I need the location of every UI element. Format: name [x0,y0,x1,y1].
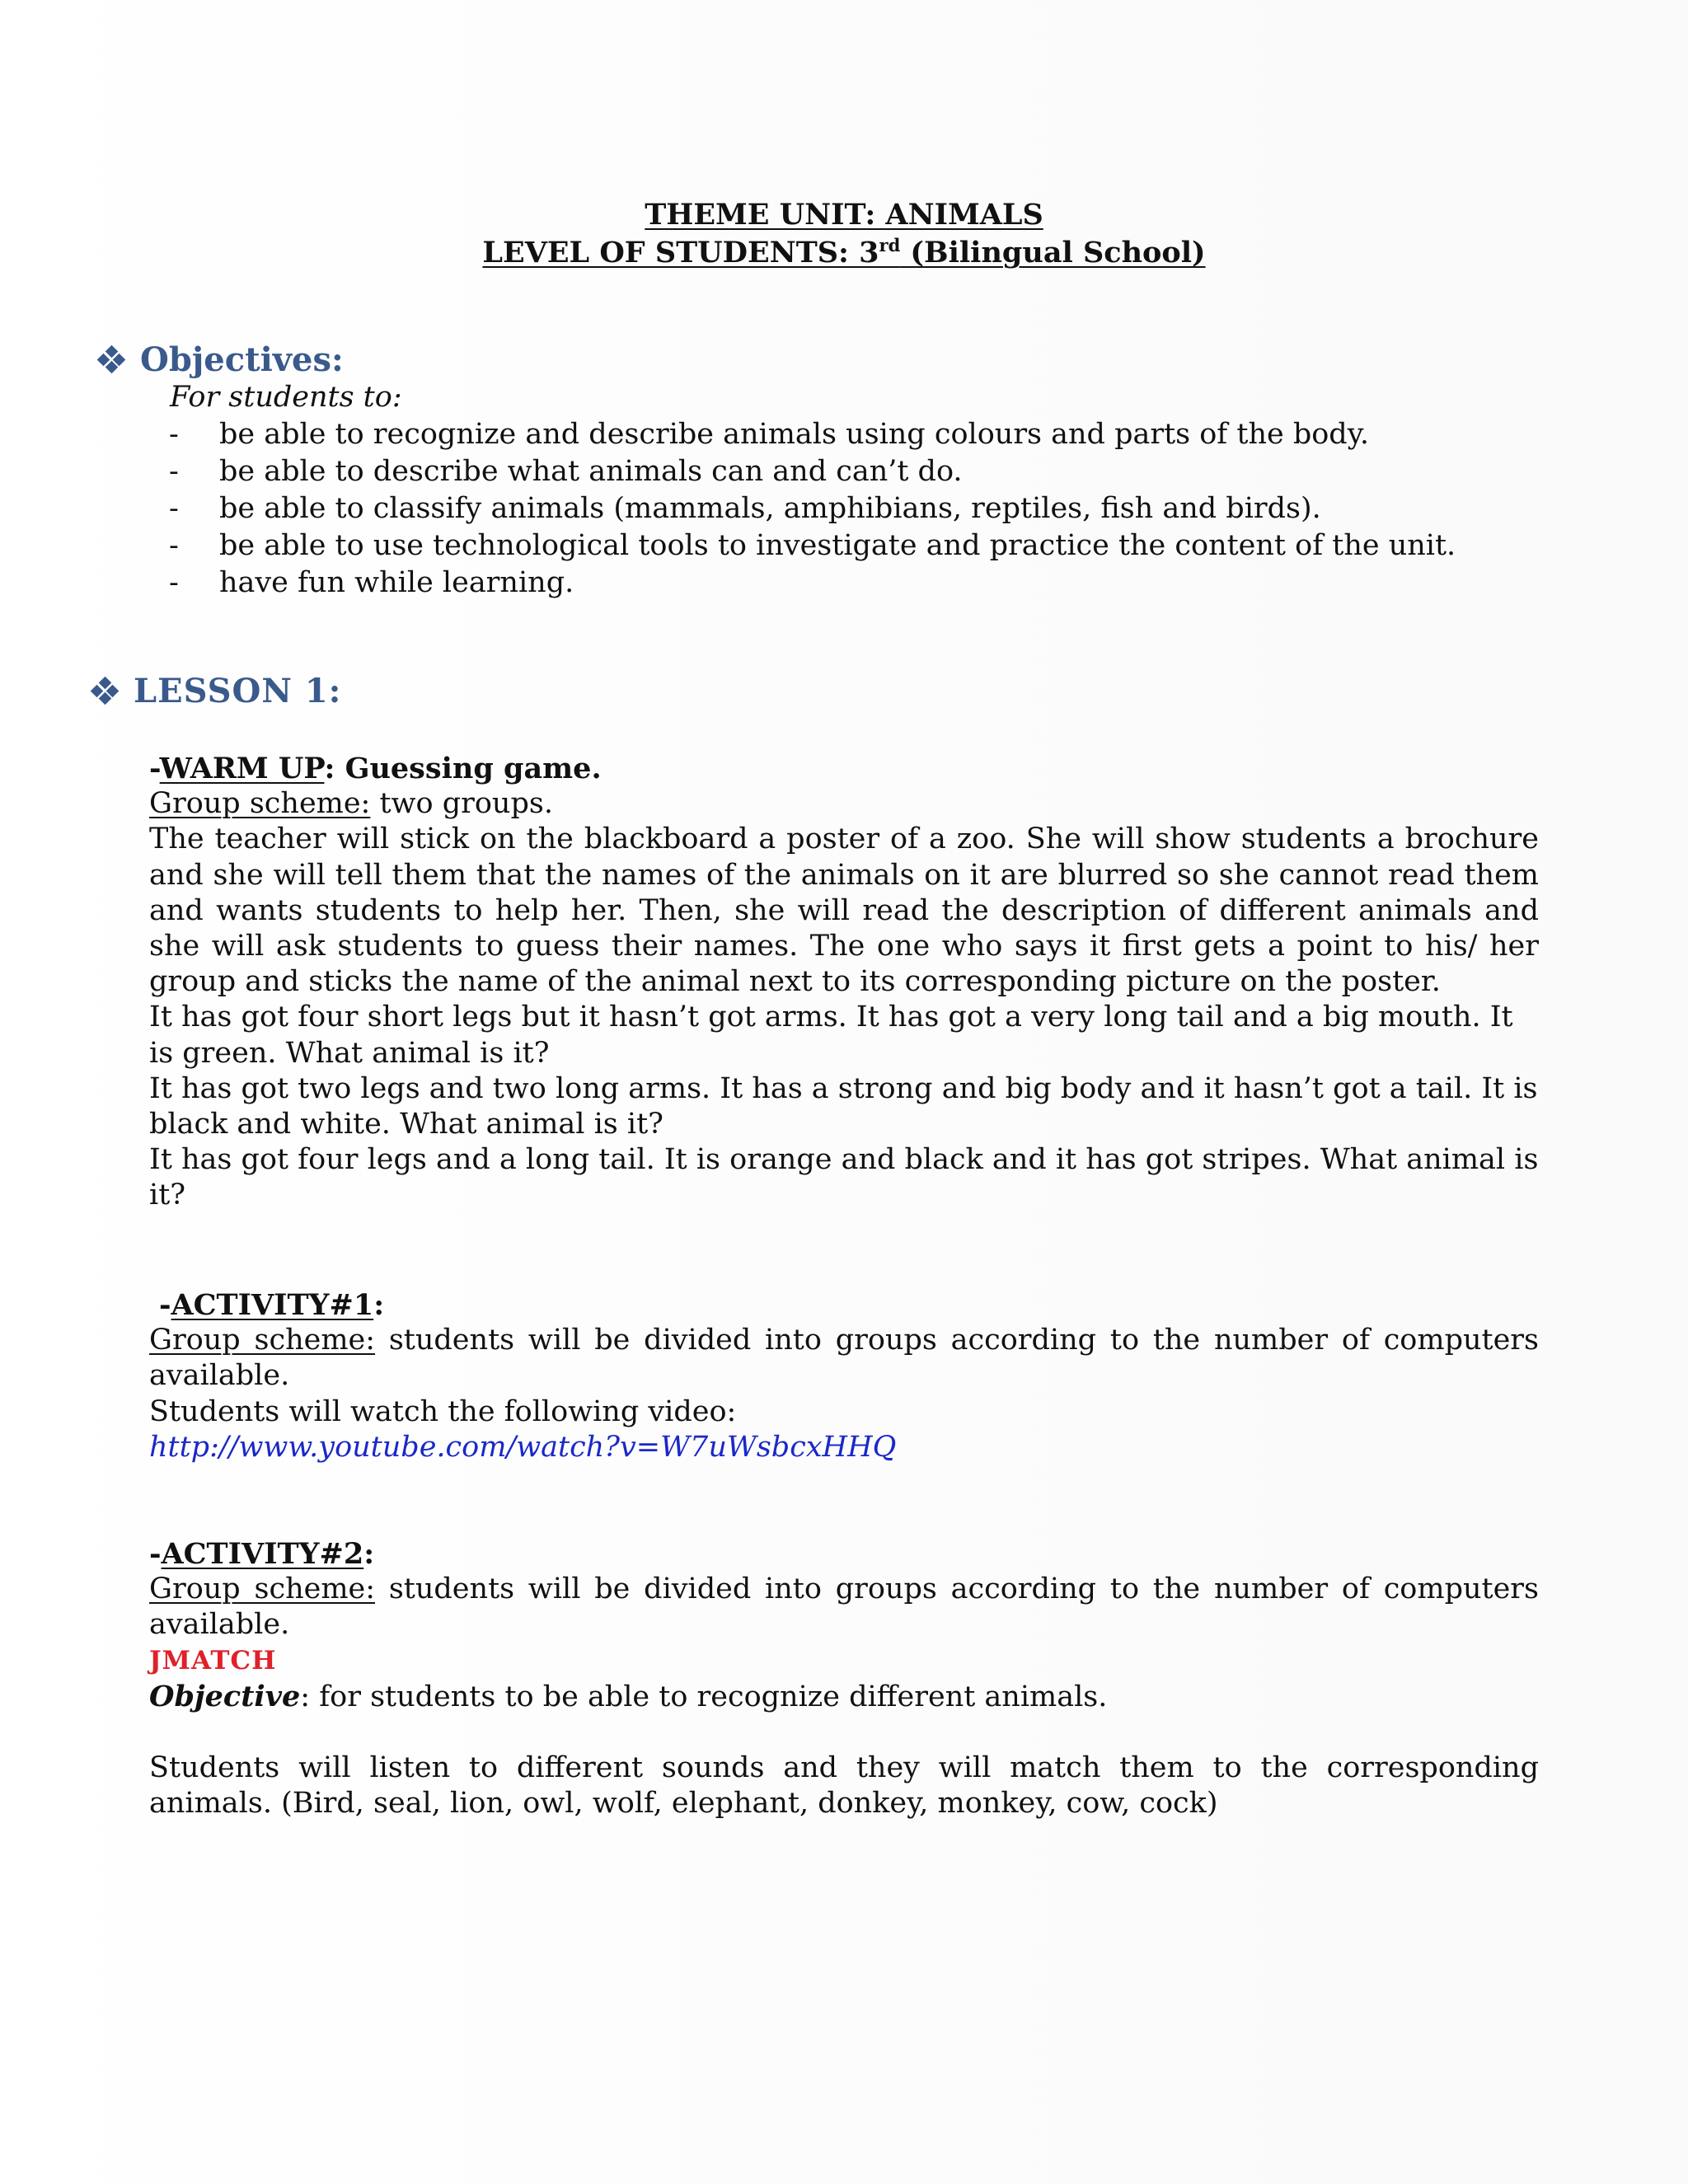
objectives-intro: For students to: [170,381,402,414]
diamond-bullet-icon [99,347,124,372]
level-title [0,234,1688,272]
activity2-instruction: Students will listen to different sounds and they will match them to the corresponding animals. (Bird, seal, lion, owl, wolf, elephant, donkey, monkey, cow, cock) [149,1751,1539,1821]
spacer [149,1715,1539,1750]
diamond-bullet-icon [92,678,117,703]
group-scheme-label: Group scheme: [149,787,371,821]
riddle: It has got four legs and a long tail. It is orange and black and it has got stripes. What animal is it? [149,1143,1539,1212]
objective-item: - be able to describe what animals can and can’t do. [165,453,1456,490]
video-link[interactable]: http://www.youtube.com/watch?v=W7uWsbcxHHQ [149,1430,897,1464]
level-suffix: (Bilingual School) [900,236,1206,269]
document-title-block [0,196,1688,272]
activity1-title: -ACTIVITY#1: [159,1288,385,1322]
activity2-objective: Objective: for students to be able to recognize different animals. [149,1679,1108,1713]
group-scheme-label: Group scheme: [149,1572,376,1606]
lesson-heading-text: LESSON 1: [134,672,342,710]
activity1-label: ACTIVITY#1 [171,1288,374,1322]
activity2-section [149,1536,1539,1821]
objective-item: - be able to use technological tools to investigate and practice the content of the unit. [165,527,1456,565]
activity2-label: ACTIVITY#2 [161,1537,364,1571]
group-scheme-label: Group scheme: [149,1324,376,1357]
objective-item: - be able to recognize and describe animals using colours and parts of the body. [165,416,1456,453]
warmup-label: WARM UP [159,752,325,785]
warmup-description: The teacher will stick on the blackboard a poster of a zoo. She will show students a brochure and she will tell them that the names of the animals on it are blurred so she cannot read them and wants students to help her. Then, she will read the description of different animals and she will ask students to guess their names. The one who says it first gets a point to his/ her group and sticks the name of the animal next to its corresponding picture on the poster. [149,823,1539,999]
activity1-section [149,1287,1539,1465]
activity1-watch-text: Students will watch the following video: [149,1394,737,1428]
activity2-title: -ACTIVITY#2: [149,1537,375,1571]
riddle: It has got four short legs but it hasn’t got arms. It has got a very long tail and a big mouth. It is green. What animal is it? [149,1001,1513,1070]
objectives-heading-text: Objectives: [140,340,344,379]
objective-item: - be able to classify animals (mammals, amphibians, reptiles, fish and birds). [165,490,1456,527]
jmatch-label: JMATCH [149,1645,277,1675]
activity2-group-scheme: Group scheme: students will be divided into groups according to the number of computers available. [149,1572,1539,1642]
warmup-group-scheme: Group scheme: two groups. [149,787,553,821]
warmup-title: -WARM UP: Guessing game. [149,752,602,785]
objectives-list [165,416,1456,602]
objective-label: Objective [149,1679,301,1713]
level-prefix: LEVEL OF STUDENTS: 3 [482,236,879,269]
riddle: It has got two legs and two long arms. It has a strong and big body and it hasn’t got a tail. It is black and white. What animal is it? [149,1071,1538,1141]
activity1-group-scheme: Group scheme: students will be divided into groups according to the number of computers available. [149,1324,1539,1393]
level-superscript: rd [879,235,901,255]
objectives-heading [99,340,344,380]
theme-title: THEME UNIT: ANIMALS [645,198,1043,232]
objective-item: - have fun while learning. [165,565,1456,602]
lesson-heading [92,672,341,711]
warmup-section [149,751,1539,1214]
